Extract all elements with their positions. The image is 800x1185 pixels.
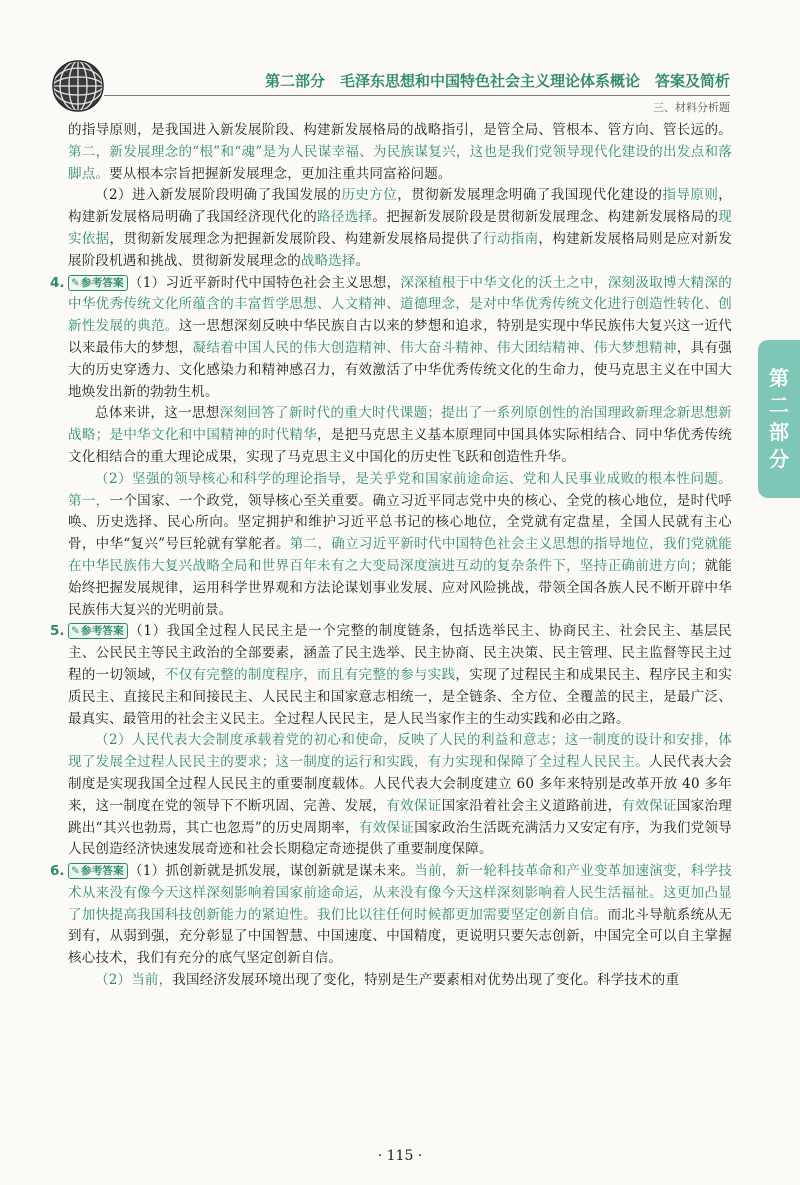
paragraph <box>68 403 732 468</box>
highlight-text: 路径选择 <box>317 209 373 226</box>
paragraph <box>68 730 732 861</box>
body-text: 人民代表大会制度是实现我国全过程人民民主的重要制度载体。人民代表大会制度建立 60 多年来特别是改革开放 40 多年来，这一制度在党的领导下不断巩固、完善、发展， <box>68 754 732 814</box>
body-text: （1）我国全过程人民民主是一个完整的制度链条，包括选举民主、协商民主、社会民主、基层民主、公民民主等民主政治的全部要素，涵盖了民主选举、民主协商、民主决策、民主管理、民主监督等民主过程的一切领域， <box>68 623 732 683</box>
highlight-text: 现实依据 <box>68 209 732 247</box>
pencil-icon: ✎ <box>71 865 80 878</box>
paragraph <box>68 273 732 404</box>
highlight-text: 行动指南 <box>483 230 539 247</box>
body-text: ，是把马克思主义基本原理同中国具体实际相结合、同中华优秀传统文化相结合的重大理论成果，实现了马克思主义中国化的历史性飞跃和创造性升华。 <box>68 427 732 465</box>
header-subtitle: 三、材料分析题 <box>653 101 730 114</box>
body-text: 国家沿着社会主义道路前进， <box>441 797 622 814</box>
answer-item-5 <box>50 621 733 861</box>
highlight-text: 不仅有完整的制度程序，而且有完整的参与实践 <box>164 666 456 683</box>
body-text: 总体来讲，这一思想 <box>95 405 220 422</box>
section-side-tab[interactable] <box>758 340 800 498</box>
paragraph <box>68 120 732 185</box>
highlight-text: 有效保证 <box>386 797 442 814</box>
answer-badge <box>68 275 128 291</box>
paragraph <box>68 861 732 970</box>
highlight-text: 有效保证 <box>358 819 415 836</box>
pencil-icon: ✎ <box>71 625 80 638</box>
body-text: 国家政治生活既充满活力又安定有序，为我们党领导人民创造经济快速发展奇迹和社会长期稳定奇迹提供了重要制度保障。 <box>68 819 732 858</box>
body-text: （2）进入新发展阶段明确了我国发展的 <box>95 187 342 204</box>
highlight-text: （2）坚强的领导核心和科学的理论指导，是关乎党和国家前途命运、党和人民事业成败的根本性问题。第一， <box>68 470 732 509</box>
answer-label: 参考答案 <box>81 276 124 289</box>
answer-badge <box>68 623 128 639</box>
answer-item-6 <box>50 861 732 992</box>
item-number: 5. <box>50 623 65 640</box>
highlight-text: 指导原则 <box>662 187 719 204</box>
highlight-text: 深深植根于中华文化的沃土之中，深刻汲取博大精深的中华优秀传统文化所蕴含的丰富哲学思想、人文精神、道德理念，是对中华优秀传统文化进行创造性转化、创新性发展的典范。 <box>68 274 732 335</box>
item-number: 4. <box>50 274 65 291</box>
paragraph <box>68 185 732 272</box>
body-text: （1）习近平新时代中国特色社会主义思想， <box>128 274 401 291</box>
body-text: 一个国家、一个政党，领导核心至关重要。确立习近平同志党中央的核心、全党的核心地位，是时代呼唤、历史选择、民心所向。坚定拥护和维护习近平总书记的核心地位，全党就有定盘星，全国人民就有主心骨，中华“复兴”号巨轮就有掌舵者。 <box>68 492 732 553</box>
body-text: ，贯彻新发展理念为把握新发展阶段、构建新发展格局提供了 <box>109 230 484 247</box>
highlight-text: （2）当前， <box>95 972 173 989</box>
body-text: 。把握新发展阶段是贯彻新发展理念、构建新发展格局的 <box>372 209 719 226</box>
paragraph <box>68 621 732 730</box>
answer-label: 参考答案 <box>81 865 124 878</box>
body-text: ，实现了过程民主和成果民主、程序民主和实质民主、直接民主和间接民主、人民民主和国家意志相统一，是全链条、全方位、全覆盖的民主，是最广泛、最真实、最管用的社会主义民主。全过程人民民主，是人民当家作主的生动实践和必由之路。 <box>68 666 733 727</box>
item-number: 6. <box>50 863 65 880</box>
body-text: 我国经济发展环境出现了变化，特别是生产要素相对优势出现了变化。科学技术的重 <box>172 972 680 989</box>
body-text: ，贯彻新发展理念明确了我国现代化建设的 <box>397 187 663 204</box>
pencil-icon: ✎ <box>71 276 80 289</box>
body-text: 就能始终把握发展规律，运用科学世界观和方法论谋划事业发展、应对风险挑战，带领全国各族人民不断开辟中华民族伟大复兴的光明前景。 <box>68 557 733 618</box>
body-text: 而北斗导航系统从无到有，从弱到强，充分彰显了中国智慧、中国速度、中国精度，更说明只要矢志创新，中国完全可以自主掌握核心技术，我们有充分的底气坚定创新自信。 <box>68 906 732 967</box>
body-text: ，构建新发展格局明确了我国经济现代化的 <box>68 187 732 226</box>
body-text: （1）抓创新就是抓发展，谋创新就是谋未来。 <box>128 863 415 880</box>
answer-label: 参考答案 <box>81 625 124 638</box>
highlight-text: 凝结着中国人民的伟大创造精神、伟大奋斗精神、伟大团结精神、伟大梦想精神 <box>192 339 677 356</box>
body-text: 的指导原则，是我国进入新发展阶段、构建新发展格局的战略指引，是管全局、管根本、管方向、管长远的。 <box>68 122 732 138</box>
header-divider <box>104 95 730 96</box>
body-text: 要从根本宗旨把握新发展理念，更加注重共同富裕问题。 <box>109 165 452 182</box>
answer-badge <box>68 863 128 879</box>
body-text: ，构建新发展格局则是应对新发展阶段机遇和挑战、贯彻新发展理念的 <box>68 230 732 269</box>
paragraph <box>68 970 732 992</box>
header-title: 第二部分 毛泽东思想和中国特色社会主义理论体系概论 答案及简析 <box>264 72 730 90</box>
globe-logo-icon <box>50 58 106 114</box>
highlight-text: 深刻回答了新时代的重大时代课题；提出了一系列原创性的治国理政新理念新思想新战略；是中华文化和中国精神的时代精华 <box>68 405 732 444</box>
side-tab-label: 第二部分 <box>769 366 789 471</box>
body-text: 这一思想深刻反映中华民族自古以来的梦想和追求，特别是实现中华民族伟大复兴这一近代以来最伟大的梦想， <box>68 318 732 356</box>
highlight-text: （2）人民代表大会制度承载着党的初心和使命，反映了人民的利益和意志；这一制度的设计和安排，体现了发展全过程人民民主的要求；这一制度的运行和实践，有力实现和保障了全过程人民民主。 <box>68 732 732 771</box>
paragraph <box>68 469 732 622</box>
highlight-text: 有效保证 <box>621 797 677 814</box>
answer-item-4 <box>50 273 733 622</box>
highlight-text: 战略选择 <box>300 252 356 269</box>
highlight-text: 第二，确立习近平新时代中国特色社会主义思想的指导地位，我们党就能在中华民族伟大复兴战略全局和世界百年未有之大变局深度演进互动的复杂条件下，坚持正确前进方向； <box>68 536 733 574</box>
highlight-text: 当前，新一轮科技革命和产业变革加速演变，科学技术从来没有像今天这样深刻影响着国家前途命运，从来没有像今天这样深刻影响着人民生活福祉。这更加凸显了加快提高我国科技创新能力的紧迫性。我们比以往任何时候都更加需要坚定创新自信。 <box>68 863 732 923</box>
body-text: 国家治理跳出“其兴也勃焉，其亡也忽焉”的历史周期率， <box>68 797 732 836</box>
highlight-text: 第二，新发展理念的“根”和“魂”是为人民谋幸福、为民族谋复兴，这也是我们党领导现代化建设的出发点和落脚点。 <box>68 143 732 182</box>
page-number: · 115 · <box>377 1148 423 1164</box>
highlight-text: 历史方位 <box>341 187 398 204</box>
body-text: ，具有强大的历史穿透力、文化感染力和精神感召力，有效激活了中华优秀传统文化的生命力，使马克思主义在中国大地焕发出新的勃勃生机。 <box>68 339 732 400</box>
page-content <box>50 120 733 992</box>
body-text: 。 <box>355 252 370 269</box>
